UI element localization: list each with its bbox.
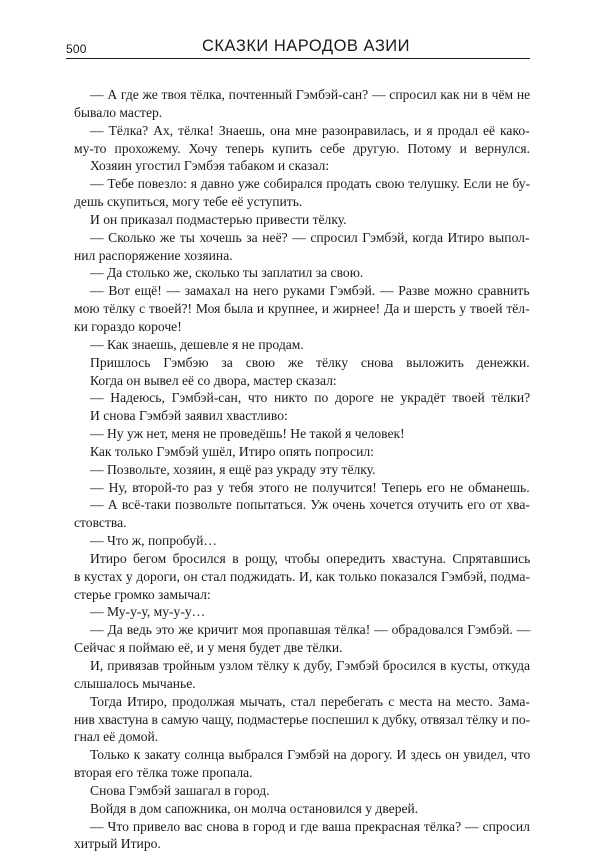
header-rule bbox=[66, 58, 530, 59]
text-line: дешь скупиться, могу тебе её уступить. bbox=[74, 194, 303, 210]
text-line: стерье громко замычал: bbox=[74, 586, 211, 602]
text-line: ки гораздо короче! bbox=[74, 318, 182, 334]
text-line: Пришлось Гэмбэю за свою же тёлку снова выложить денежки. bbox=[90, 354, 530, 370]
text-line: — Что ж, попробуй… bbox=[90, 533, 217, 549]
text-line: стовства. bbox=[74, 515, 127, 531]
text-line: Сейчас я поймаю её, и у меня будет две тёлки. bbox=[74, 640, 343, 656]
text-line: мою тёлку с твоей?! Моя была и крупнее, и жирнее! Да и шерсть у твоей тёл- bbox=[74, 301, 530, 317]
text-line: Снова Гэмбэй зашагал в город. bbox=[90, 782, 270, 798]
text-line: вторая его тёлка тоже пропала. bbox=[74, 765, 253, 781]
text-line: — Что привело вас снова в город и где ваша прекрасная тёлка? — спросил bbox=[90, 818, 530, 834]
page-number: 500 bbox=[66, 42, 87, 56]
text-line: И, привязав тройным узлом тёлку к дубу, Гэмбэй бросился в кусты, откуда bbox=[90, 658, 531, 673]
text-line: Когда он вывел её со двора, мастер сказал: bbox=[90, 372, 337, 388]
running-title: СКАЗКИ НАРОДОВ АЗИИ bbox=[202, 37, 411, 55]
text-line: нив хвастуна в самую чащу, подмастерье поспешил к дубку, отвязал тёлку и по- bbox=[74, 711, 531, 727]
text-line: слышалось мычанье. bbox=[74, 675, 196, 691]
text-line: Только к закату солнца выбрался Гэмбэй на дорогу. И здесь он увидел, что bbox=[90, 747, 531, 763]
text-line: нил распоряжение хозяина. bbox=[74, 247, 233, 263]
text-line: — Тёлка? Ах, тёлка! Знаешь, она мне разонравилась, и я продал её како- bbox=[90, 122, 530, 138]
page-header bbox=[66, 37, 530, 59]
text-line: му-то прохожему. Хочу теперь купить себе другую. Потому и вернулся. bbox=[74, 140, 531, 156]
text-line: хитрый Итиро. bbox=[74, 836, 161, 852]
text-line: в кустах у дороги, он стал поджидать. И, как только показался Гэмбэй, подма- bbox=[74, 568, 530, 584]
text-line: Как только Гэмбэй ушёл, Итиро опять попросил: bbox=[90, 443, 374, 459]
text-line: бывало мастер. bbox=[74, 104, 163, 120]
text-line: — Вот ещё! — замахал на него руками Гэмбэй. — Разве можно сравнить bbox=[90, 283, 530, 299]
text-line: И снова Гэмбэй заявил хвастливо: bbox=[90, 408, 288, 424]
text-line: — Позвольте, хозяин, я ещё раз украду эту тёлку. bbox=[90, 461, 376, 477]
text-line: — Надеюсь, Гэмбэй-сан, что никто по дороге не украдёт твоей тёлки? bbox=[90, 390, 531, 406]
text-line: Хозяин угостил Гэмбэя табаком и сказал: bbox=[90, 158, 330, 174]
text-line: — Да ведь это же кричит моя пропавшая тёлка! — обрадовался Гэмбэй. — bbox=[90, 622, 531, 638]
text-line: И он приказал подмастерью привести тёлку. bbox=[90, 211, 347, 227]
text-line: — Ну уж нет, меня не проведёшь! Не такой я человек! bbox=[90, 426, 405, 442]
text-line: Итиро бегом бросился в рощу, чтобы опередить хвастуна. Спрятавшись bbox=[90, 550, 531, 566]
text-line: — Как знаешь, дешевле я не продам. bbox=[90, 336, 304, 352]
text-line: — Му-у-у, му-у-у… bbox=[90, 604, 206, 620]
text-line: — Тебе повезло: я давно уже собирался продать свою телушку. Если не бу- bbox=[90, 176, 531, 192]
text-line: — А всё-таки позвольте попытаться. Уж очень хочется отучить его от хва- bbox=[90, 497, 530, 513]
text-line: Тогда Итиро, продолжая мычать, стал перебегать с места на место. Зама- bbox=[90, 693, 530, 709]
text-line: гнал её домой. bbox=[74, 729, 159, 745]
text-line: Войдя в дом сапожника, он молча остановился у дверей. bbox=[90, 800, 419, 816]
body-text bbox=[74, 86, 530, 853]
text-line: — Сколько же ты хочешь за неё? — спросил Гэмбэй, когда Итиро выпол- bbox=[90, 229, 530, 245]
text-line: — Да столько же, сколько ты заплатил за свою. bbox=[90, 265, 364, 281]
text-line: — Ну, второй-то раз у тебя этого не получится! Теперь его не обманешь. bbox=[90, 479, 530, 495]
text-line: — А где же твоя тёлка, почтенный Гэмбэй-сан? — спросил как ни в чём не bbox=[90, 87, 531, 102]
